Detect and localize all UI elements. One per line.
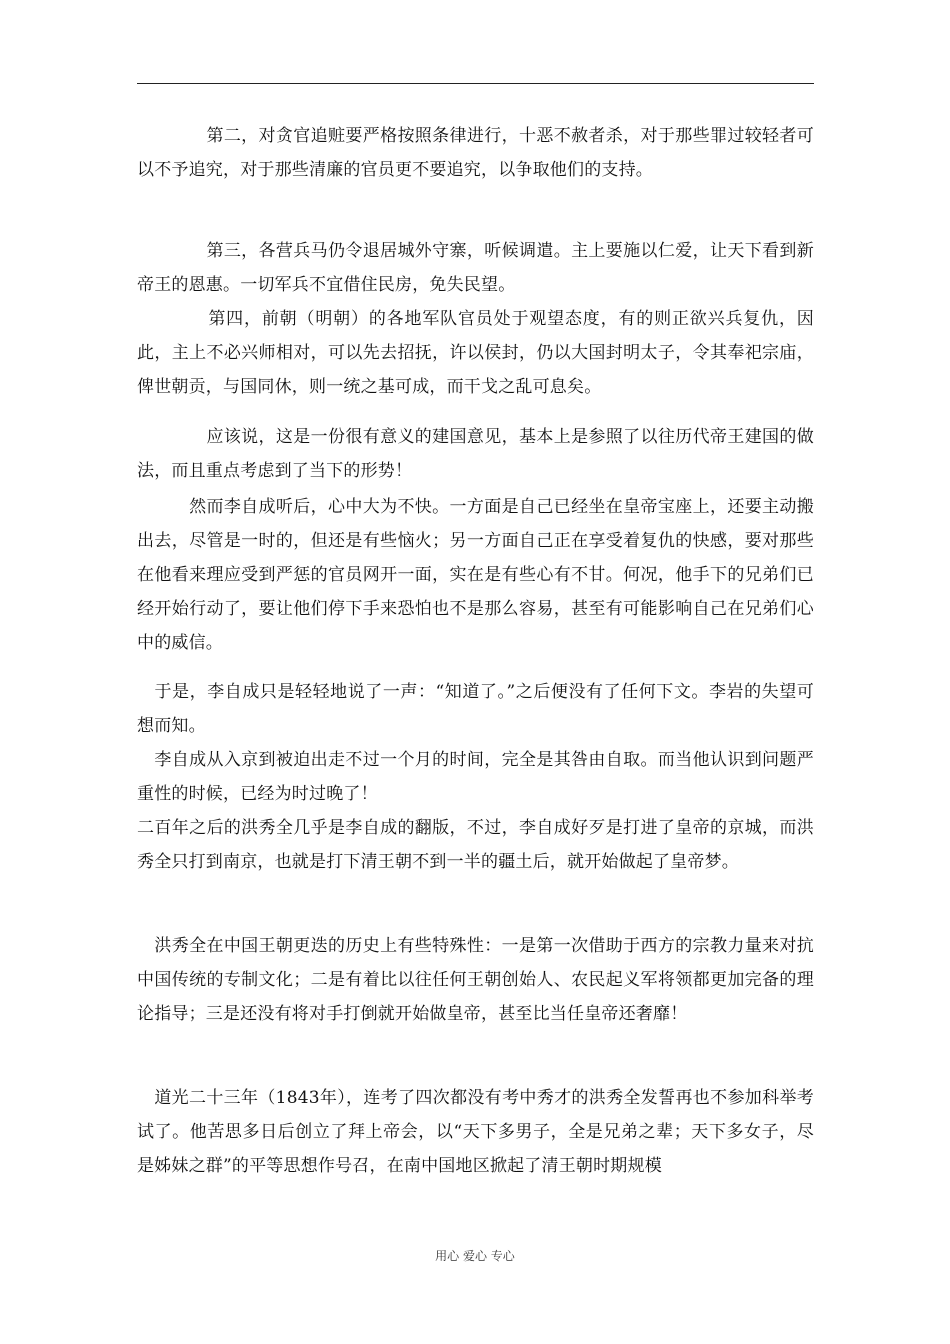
- header-rule: [137, 83, 814, 84]
- paragraph-10: 道光二十三年（1843年），连考了四次都没有考中秀才的洪秀全发誓再也不参加科举考试了。他苦思多日后创立了拜上帝会，以“天下多男子，全是兄弟之辈；天下多女子，尽是姊妹之群”的平等思想作号召，在南中国地区掀起了清王朝时期规模: [137, 1088, 814, 1176]
- paragraph-9: 洪秀全在中国王朝更迭的历史上有些特殊性：一是第一次借助于西方的宗教力量来对抗中国传统的专制文化；二是有着比以往任何王朝创始人、农民起义军将领都更加完备的理论指导；三是还没有将对手打倒就开始做皇帝，甚至比当任皇帝还奢靡！: [137, 936, 814, 1024]
- paragraph-1: 第二，对贪官追赃要严格按照条律进行，十恶不赦者杀，对于那些罪过较轻者可以不予追究，对于那些清廉的官员更不要追究，以争取他们的支持。: [137, 126, 814, 180]
- paragraph-4: 应该说，这是一份很有意义的建国意见，基本上是参照了以往历代帝王建国的做法，而且重点考虑到了当下的形势！: [137, 427, 814, 481]
- paragraph-2: 第三，各营兵马仍令退居城外守寨，听候调遣。主上要施以仁爱，让天下看到新帝王的恩惠。一切军兵不宜借住民房，免失民望。: [137, 241, 814, 295]
- paragraph-6: 于是，李自成只是轻轻地说了一声：“知道了。”之后便没有了任何下文。李岩的失望可想而知。: [137, 682, 814, 736]
- page-footer: 用心 爱心 专心: [435, 1249, 515, 1263]
- paragraph-5: 然而李自成听后，心中大为不快。一方面是自己已经坐在皇帝宝座上，还要主动搬出去，尽管是一时的，但还是有些恼火；另一方面自己正在享受着复仇的快感，要对那些在他看来理应受到严惩的官员网开一面，实在是有些心有不甘。何况，他手下的兄弟们已经开始行动了，要让他们停下手来恐怕也不是那么容易，甚至有可能影响自己在兄弟们心中的威信。: [137, 497, 814, 653]
- paragraph-7: 李自成从入京到被迫出走不过一个月的时间，完全是其咎由自取。而当他认识到问题严重性的时候，已经为时过晚了！: [137, 750, 814, 804]
- paragraph-3: 第四，前朝（明朝）的各地军队官员处于观望态度，有的则正欲兴兵复仇，因此，主上不必兴师相对，可以先去招抚，许以侯封，仍以大国封明太子，令其奉祀宗庙，俾世朝贡，与国同休，则一统之基可成，而干戈之乱可息矣。: [137, 309, 814, 397]
- paragraph-8: 二百年之后的洪秀全几乎是李自成的翻版，不过，李自成好歹是打进了皇帝的京城，而洪秀全只打到南京，也就是打下清王朝不到一半的疆土后，就开始做起了皇帝梦。: [137, 818, 814, 872]
